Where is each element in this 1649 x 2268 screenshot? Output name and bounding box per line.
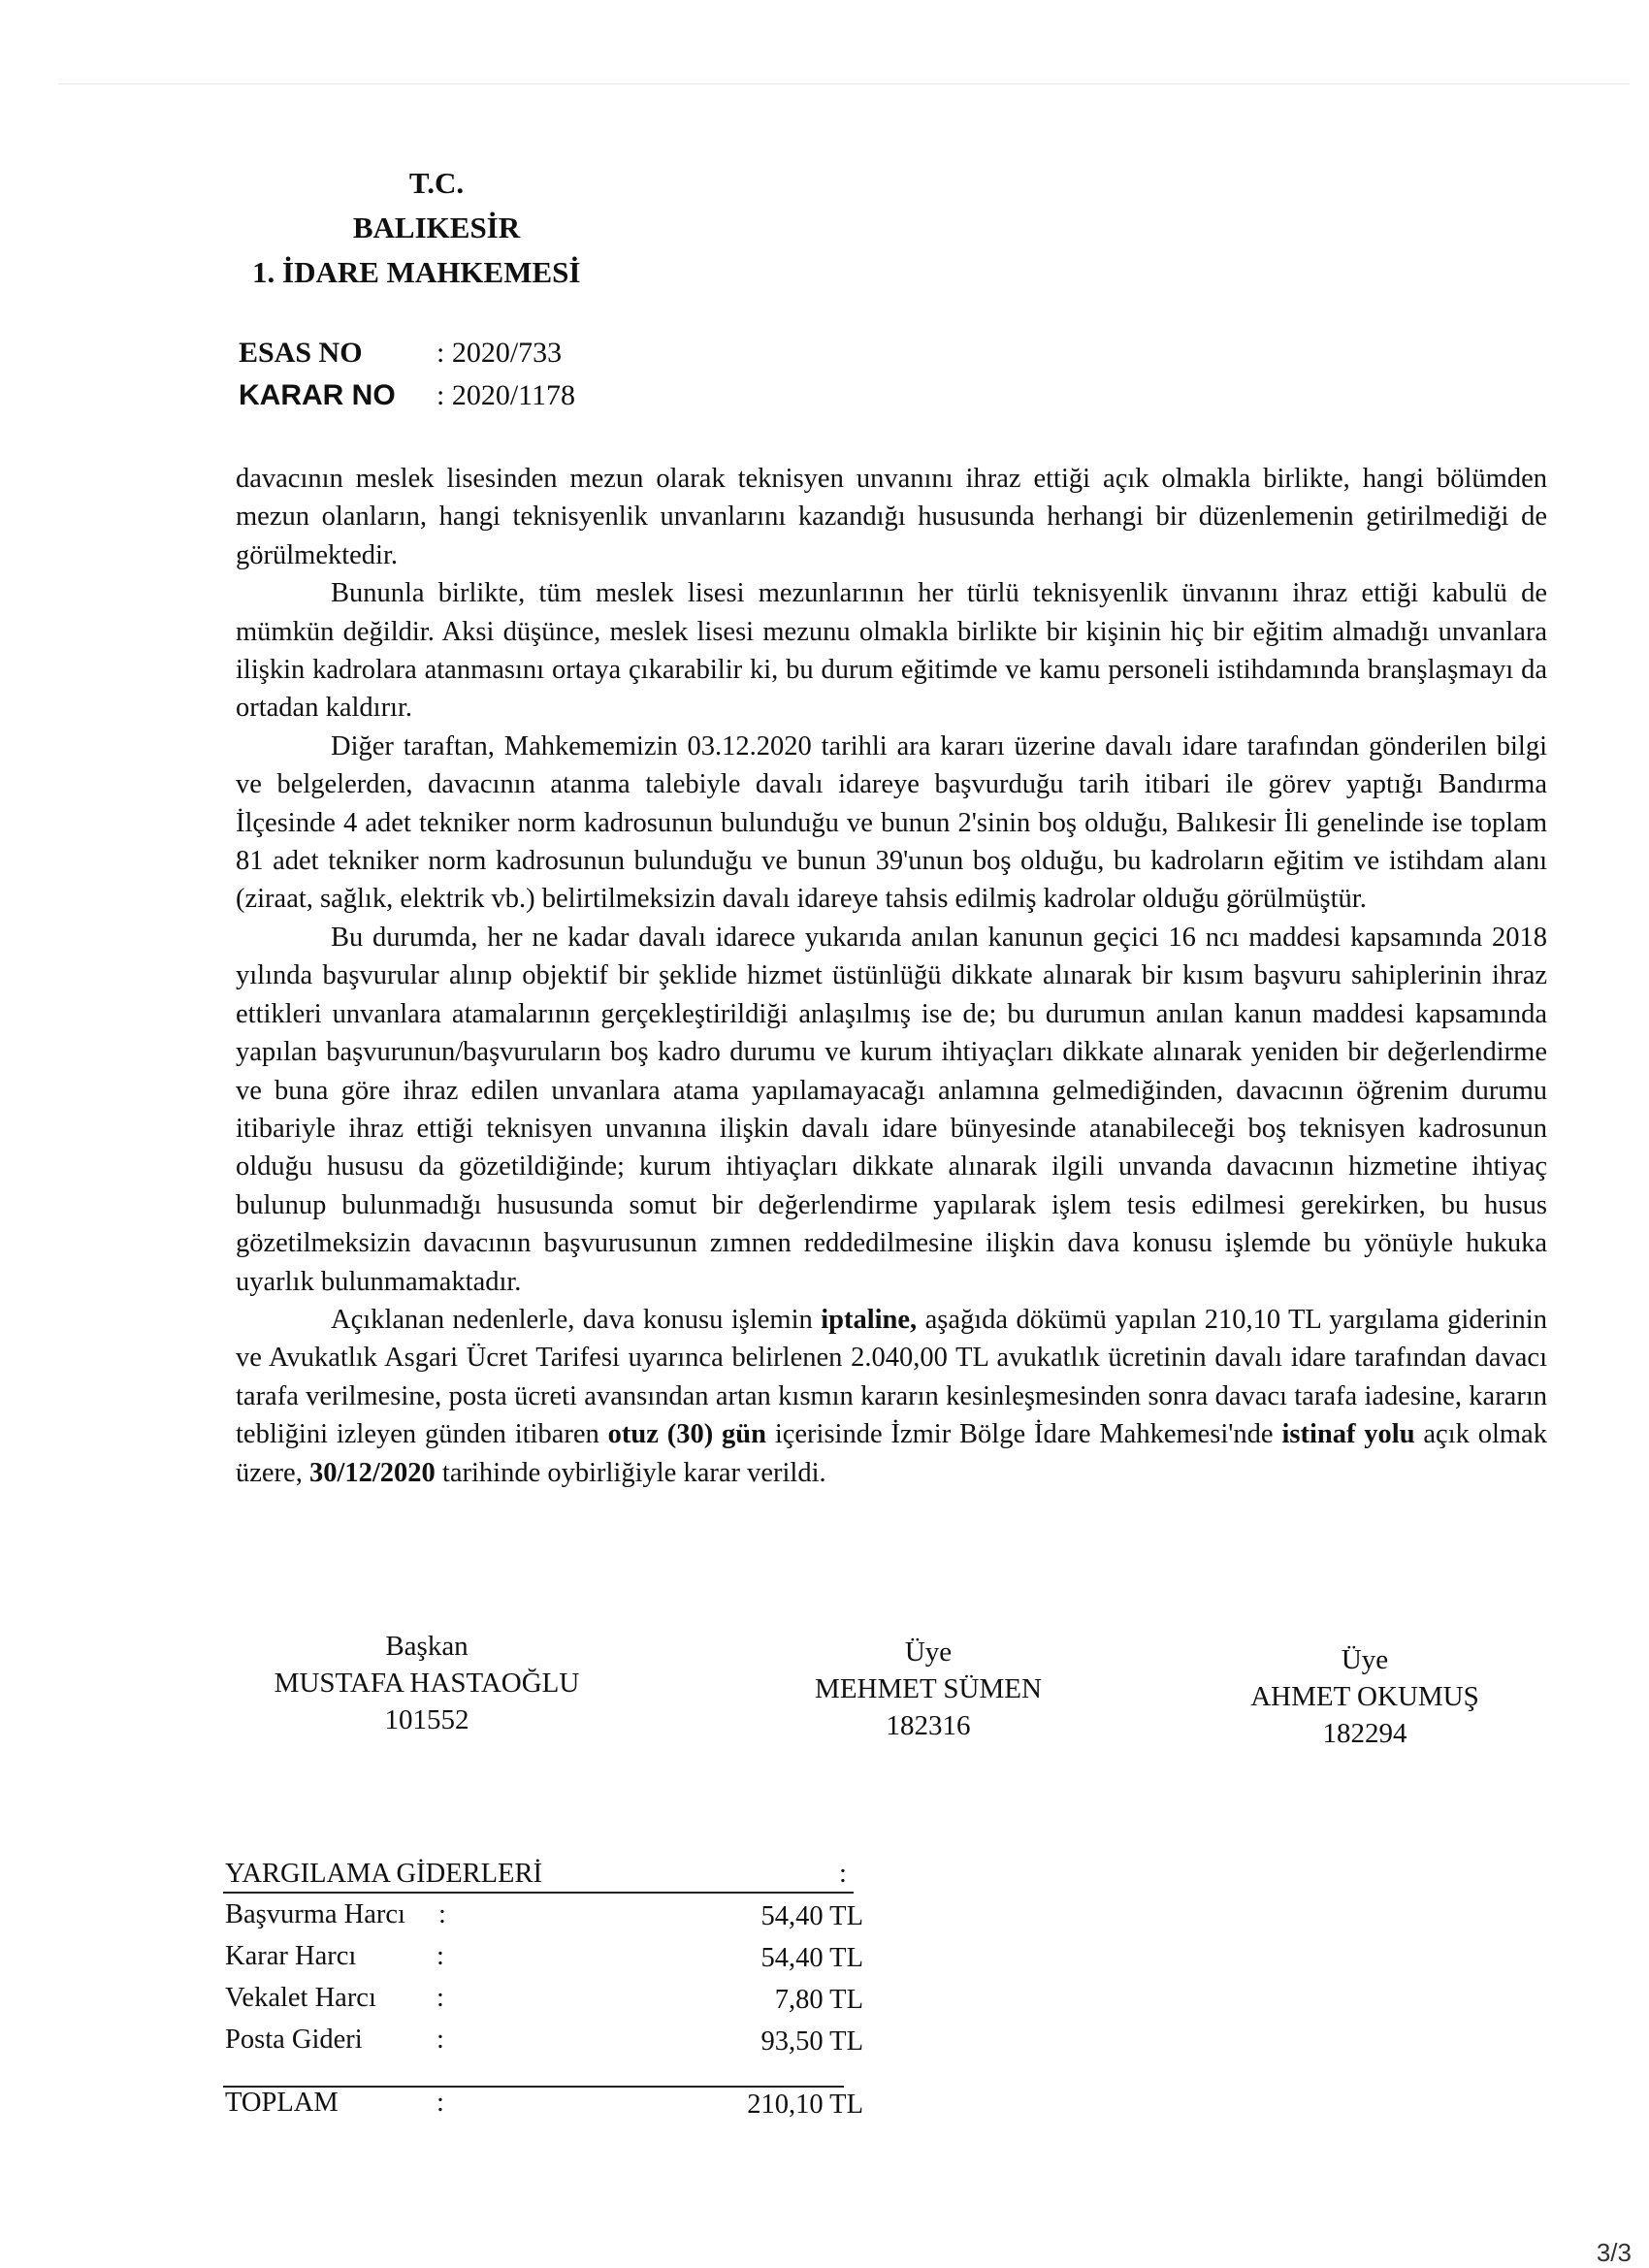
- karar-label: KARAR NO: [239, 379, 396, 411]
- total-row: [223, 2088, 922, 2126]
- paragraph-1: davacının meslek lisesinden mezun olarak teknisyen unvanını ihraz ettiği açık olmakla birlikte, hangi bölümden mezun olanların, hangi teknisyenlik unvanlarını kazandığı hususunda herhangi bir düzenlemenin getirilmediği de görülmektedir.: [236, 464, 1547, 570]
- costs-table: [223, 1853, 922, 2126]
- signer-name: MUSTAFA HASTAOĞLU: [274, 1668, 580, 1699]
- signer-id: 101552: [384, 1704, 469, 1735]
- karar-value: : 2020/1178: [436, 379, 576, 411]
- cost-name: Başvurma Harcı: [225, 1899, 405, 1929]
- total-label: TOPLAM: [225, 2088, 339, 2118]
- scan-edge-line: [58, 83, 1630, 84]
- signer-name: MEHMET SÜMEN: [815, 1673, 1042, 1704]
- cost-amount: 7,80 TL: [774, 1985, 863, 2015]
- cost-name: Karar Harcı: [225, 1941, 357, 1971]
- paragraph-3: Diğer taraftan, Mahkememizin 03.12.2020 tarihli ara kararı üzerine davalı idare tarafından gönderilen bilgi ve belgelerden, davacının atanma talebiyle davalı idareye başvurduğu tarih itibari ile görev yaptığı Bandırma İlçesinde 4 adet tekniker norm kadrosunun bulunduğu ve bunun 2'sinin boş olduğu, Balıkesir İli genelinde ise toplam 81 adet tekniker norm kadrosunun bulunduğu ve bunun 39'unun boş olduğu, bu kadroların eğitim ve istihdam alanı (ziraat, sağlık, elektrik vb.) belirtilmeksizin davalı idareye tahsis edilmiş kadrolar olduğu görülmüştür.: [236, 730, 1547, 915]
- p5-text-a: Açıklanan nedenlerle, dava konusu işlemin: [331, 1304, 822, 1335]
- cost-row: [223, 1935, 922, 1977]
- signer-member-2: [1171, 1641, 1559, 1752]
- total-amount: 210,10 TL: [747, 2090, 863, 2120]
- cost-sep: :: [436, 2025, 444, 2055]
- cost-name: Vekalet Harcı: [225, 1983, 376, 2013]
- cost-amount: 54,40 TL: [760, 1901, 863, 1931]
- page-number: 3/3: [1596, 2238, 1632, 2267]
- p5-bold-iptal: iptaline,: [821, 1304, 918, 1335]
- p5-bold-sure: otuz (30) gün: [607, 1419, 766, 1450]
- p5-text-i: tarihinde oybirliğiyle karar verildi.: [435, 1457, 826, 1488]
- costs-title: YARGILAMA GİDERLERİ: [225, 1859, 542, 1889]
- p5-text-e: içerisinde İzmir Bölge İdare Mahkemesi'nde: [765, 1419, 1282, 1450]
- case-meta: [239, 332, 575, 417]
- karar-row: [239, 374, 575, 417]
- cost-amount: 54,40 TL: [760, 1943, 863, 1973]
- signer-role: Üye: [904, 1636, 953, 1668]
- signer-id: 182316: [886, 1710, 971, 1741]
- p5-bold-date: 30/12/2020: [308, 1457, 436, 1488]
- court-header: [233, 161, 640, 295]
- costs-title-row: [223, 1853, 854, 1894]
- signer-name: AHMET OKUMUŞ: [1250, 1681, 1479, 1712]
- costs-title-colon: :: [839, 1859, 847, 1889]
- paragraph-4: Bu durumda, her ne kadar davalı idarece yukarıda anılan kanunun geçici 16 ncı maddesi kapsamında 2018 yılında başvurular alınıp objektif bir şeklide hizmet üstünlüğü dikkate alınarak bir kısım başvuru sahiplerinin ihraz ettikleri unvanlara atamalarının gerçekleştirildiği anlaşılmış ise de; bu durumun anılan kanun maddesi kapsamında yapılan başvurunun/başvuruların boş kadro durumu ve kurum ihtiyaçları dikkate alınarak yeniden bir değerlendirme ve buna göre ihraz edilen unvanlara atama yapılamayacağı anlamına gelmediğinden, davacının öğrenim durumu itibariyle ihraz ettiği teknisyen unvanına ilişkin davalı idare bünyesinde atanabileceği boş teknisyen kadrosunun olduğu hususu da gözetildiğinde; kurum ihtiyaçları dikkate alınarak ilgili unvanda davacının hizmetine ihtiyaç bulunup bulunmadığı hususunda somut bir değerlendirme yapılarak işlem tesis edilmesi gerekirken, bu husus gözetilmeksizin davacının başvurusunun zımnen reddedilmesine ilişkin dava konusu işlemde bu yönüyle hukuka uyarlık bulunmamaktadır.: [236, 922, 1547, 1297]
- paragraph-5: [236, 1301, 1547, 1492]
- header-city: BALIKESİR: [352, 211, 521, 244]
- cost-row: [223, 1977, 922, 2019]
- cost-name: Posta Gideri: [225, 2025, 363, 2055]
- esas-value: : 2020/733: [436, 337, 563, 369]
- header-tc: T.C.: [408, 166, 465, 200]
- signer-role: Üye: [1341, 1644, 1389, 1675]
- signer-role: Başkan: [385, 1631, 469, 1662]
- signer-id: 182294: [1322, 1718, 1407, 1749]
- esas-label: ESAS NO: [239, 337, 363, 369]
- cost-row: [223, 2019, 922, 2060]
- total-sep: :: [436, 2088, 444, 2118]
- cost-sep: :: [436, 1983, 444, 2013]
- cost-amount: 93,50 TL: [760, 2026, 863, 2057]
- cost-sep: :: [438, 1899, 446, 1929]
- signer-member-1: [734, 1634, 1122, 1744]
- p5-bold-istinaf: istinaf yolu: [1281, 1419, 1415, 1450]
- esas-row: [239, 332, 575, 374]
- paragraph-2: Bununla birlikte, tüm meslek lisesi mezunlarının her türlü teknisyenlik ünvanını ihraz ettiği kabulü de mümkün değildir. Aksi düşünce, meslek lisesi mezunu olmakla birlikte bir kişinin hiç bir eğitim almadığı unvanlara ilişkin kadrolara atanmasını ortaya çıkarabilir ki, bu durum eğitimde ve kamu personeli istihdamında branşlaşmayı da ortadan kaldırır.: [236, 578, 1547, 724]
- p5-text-g: açık olmak üzere,: [236, 1419, 1547, 1488]
- p5-text-c: aşağıda dökümü yapılan 210,10 TL yargılama giderinin ve Avukatlık Asgari Ücret Tarifesi uyarınca belirlenen 2.040,00 TL avukatlık ücretinin davalı idare tarafından davacı tarafa verilmesine, posta ücreti avansından artan kısmın kararın kesinleşmesinden sonra davacı tarafa iadesine, kararın tebliğini izleyen günden itibaren: [236, 1304, 1547, 1450]
- cost-row: [223, 1894, 922, 1935]
- header-court: 1. İDARE MAHKEMESİ: [252, 255, 581, 289]
- cost-sep: :: [436, 1941, 444, 1971]
- signer-president: [233, 1628, 621, 1738]
- decision-body: [236, 460, 1547, 1492]
